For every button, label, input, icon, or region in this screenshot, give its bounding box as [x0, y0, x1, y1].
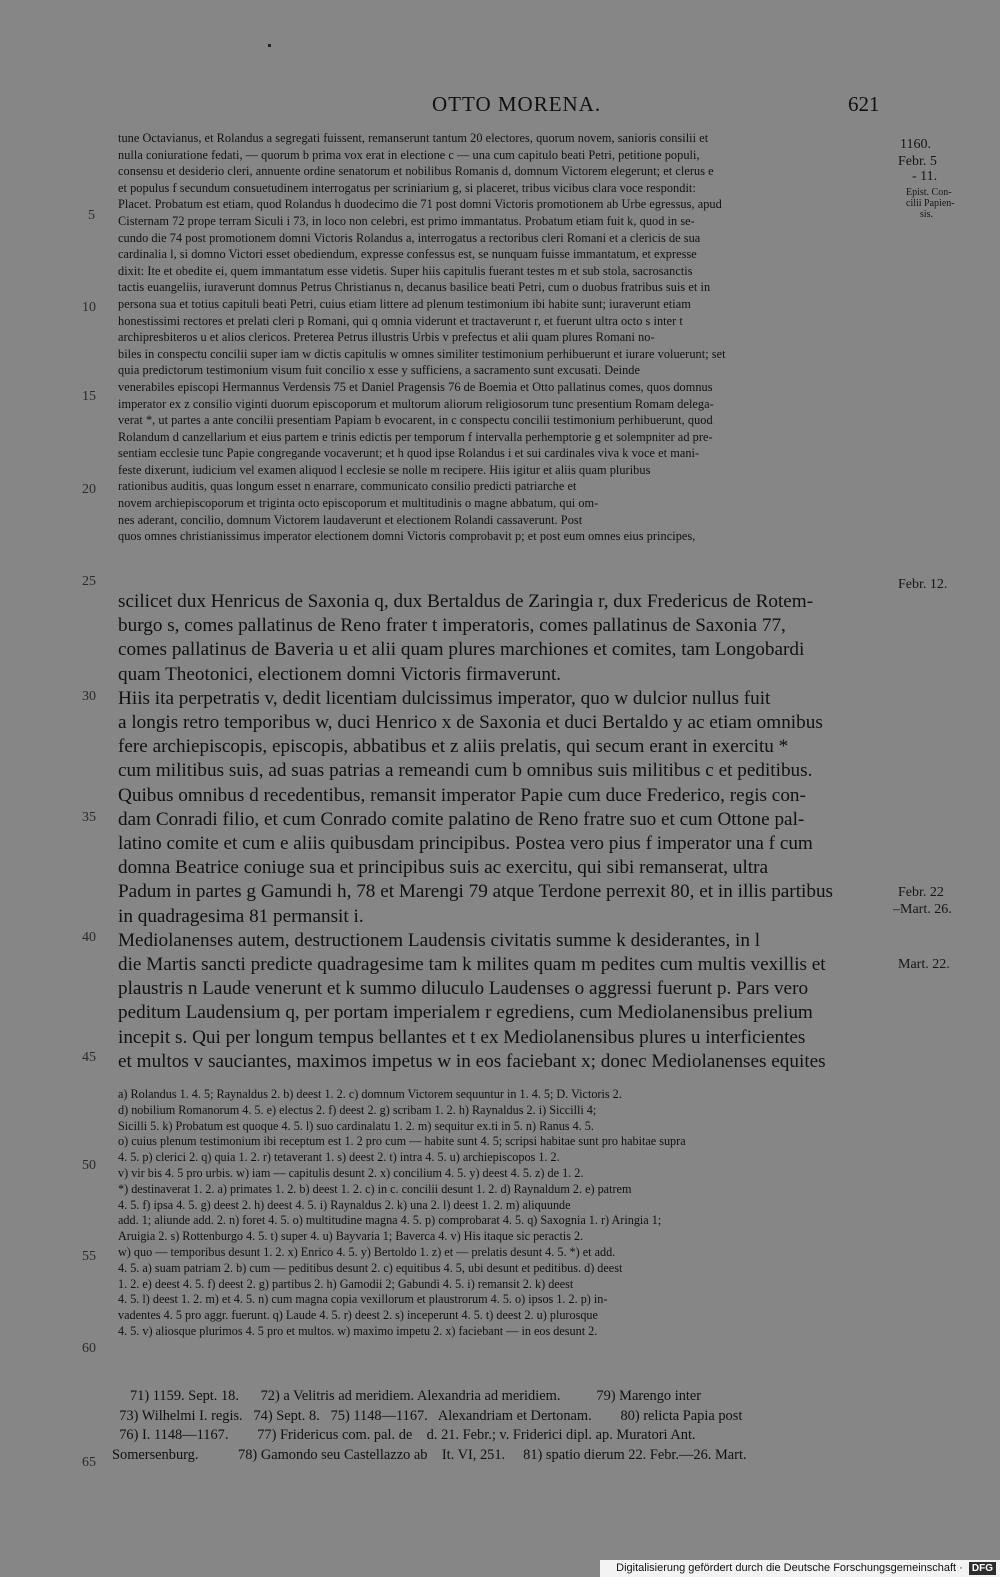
footnote-line: 4. 5. p) clerici 2. q) quia 1. 2. r) tetaverant 1. s) deest 2. t) intra 4. 5. u) archiepiscopos 1. 2. — [118, 1150, 560, 1165]
page-number: 621 — [848, 92, 880, 116]
text-line: die Martis sancti predicte quadragesime tam k milites quam m pedites cum multis vexillis et — [118, 954, 826, 976]
text-line: fere archiepiscopis, episcopis, abbatibus et z aliis prelatis, qui secum erant in exercitu * — [118, 736, 789, 758]
line-number: 50 — [82, 1158, 96, 1173]
footnote-line: d) nobilium Romanorum 4. 5. e) electus 2. f) deest 2. g) scribam 1. 2. h) Raynaldus 2. i) Siccilli 4; — [118, 1102, 597, 1117]
dfg-logo: DFG — [969, 1562, 996, 1575]
line-number: 30 — [82, 689, 96, 704]
text-line: plaustris n Laude venerunt et k summo diluculo Laudenses o aggressi fuerunt p. Pars vero — [118, 978, 809, 1000]
note-line: 73) Wilhelmi I. regis. 74) Sept. 8. 75) 1148—1167. Alexandriam et Dertonam. 80) relicta Papia post — [112, 1407, 743, 1424]
text-line: persona sua et totius capituli beati Petri, cuius etiam littere ad plenum testimonium ibi habite sunt; iuraverunt etiam — [118, 296, 691, 311]
text-line: incepit s. Qui per longum tempus bellantes et t ex Mediolanensibus plures u interficientes — [118, 1026, 806, 1048]
text-line: domna Beatrice coniuge sua et principibus suis ac exercitu, qui sibi remanserat, ultra — [118, 857, 769, 879]
line-number: 10 — [82, 300, 96, 315]
margin-date: Febr. 22 — [898, 885, 944, 900]
text-line: peditum Laudensium q, per portam imperialem r egrediens, cum Mediolanensibus prelium — [118, 1002, 813, 1024]
margin-epistle: cilii Papien- — [906, 198, 955, 209]
footnote-line: 1. 2. e) deest 4. 5. f) deest 2. g) partibus 2. h) Gamodii 2; Gabundi 4. 5. i) remansit 2. k) deest — [118, 1276, 574, 1291]
text-line: comes pallatinus de Baveria u et alii quam plures marchiones et comites, tam Longobardi — [118, 639, 805, 661]
note-line: 71) 1159. Sept. 18. 72) a Velitris ad meridiem. Alexandria ad meridiem. 79) Marengo inter — [112, 1388, 702, 1404]
margin-date: Mart. 22. — [898, 957, 950, 972]
footnote-line: v) vir bis 4. 5 pro urbis. w) iam — capitulis desunt 2. x) concilium 4. 5. y) deest 4. 5. z) de 1. 2. — [118, 1165, 584, 1180]
text-line: sentiam ecclesie tunc Papie congregande vocaverunt; et h quod ipse Rolandus i et sui cardinales viva k voce et mani- — [118, 446, 700, 461]
footnote-line: 4. 5. l) deest 1. 2. m) et 4. 5. n) cum magna copia vexillorum et plaustrorum 4. 5. o) ipsos 1. 2. p) in- — [118, 1292, 608, 1307]
text-line: consensu et desiderio cleri, annuente ordine senatorum et nobilibus Romanis d, domnum Victorem elegerunt; et clerus e — [118, 164, 714, 179]
text-line: cum militibus suis, ad suas patrias a remeandi cum b omnibus suis militibus c et peditibus. — [118, 760, 813, 782]
text-line: scilicet dux Henricus de Saxonia q, dux Bertaldus de Zaringia r, dux Fredericus de Rotem- — [118, 591, 814, 612]
note-line: Somersenburg. 78) Gamondo seu Castellazzo ab It. VI, 251. 81) spatio dierum 22. Febr.—26. Mart. — [112, 1446, 747, 1463]
text-line: Padum in partes g Gamundi h, 78 et Marengi 79 atque Terdone perrexit 80, et in illis partibus — [118, 881, 834, 903]
footnote-line: a) Rolandus 1. 4. 5; Raynaldus 2. b) deest 1. 2. c) domnum Victorem sequuntur in 1. 4. 5; D. Victoris 2. — [118, 1087, 622, 1101]
margin-date: - 11. — [912, 169, 938, 184]
text-line: feste dixerunt, iudicium vel examen aliquod l ecclesie se nolle m recipere. Hiis igitur et aliis quam pluribus — [118, 462, 651, 477]
text-line: nulla coniuratione fedati, — quorum b prima vox erat in electione c — una cum capitulo beati Petri, petitione populi, — [118, 147, 700, 162]
text-line: archipresbiteros u et alios clericos. Preterea Petrus illustris Urbis v prefectus et alii quam plures Romani no- — [118, 330, 655, 345]
note-line: 76) I. 1148—1167. 77) Fridericus com. pal. de d. 21. Febr.; v. Friderici dipl. ap. Muratori Ant. — [112, 1427, 696, 1443]
text-line: rationibus auditis, quas longum esset n enarrare, communicato consilio predicti patriarche et — [118, 479, 577, 494]
margin-date: Febr. 5 — [898, 154, 937, 169]
text-line: tactis euangeliis, iuraverunt domnus Petrus Christianus n, decanus basilice beati Petri, cum o duobus fratribus suis et in — [118, 280, 711, 295]
text-line: Rolandum d canzellarium et eius partem e trinis edictis per temporum f intervalla perhemptorie g et solempniter ad pre- — [118, 429, 713, 444]
footnote-line: o) cuius plenum testimonium ibi receptum est 1. 2 pro cum — habite sunt 4. 5; scripsi habitae sunt pro habitae supra — [118, 1134, 686, 1149]
text-line: quos omnes christianissimus imperator electionem domni Victoris comprobavit p; et post eum omnes eius principes, — [118, 529, 696, 544]
line-number: 65 — [82, 1455, 96, 1470]
line-number: 45 — [82, 1050, 96, 1065]
footnote-line: vadentes 4. 5 pro aggr. fuerunt. q) Laude 4. 5. r) deest 2. s) inceperunt 4. 5. t) deest 2. u) plurosque — [118, 1308, 598, 1323]
text-line: burgo s, comes pallatinus de Reno frater t imperatoris, comes pallatinus de Saxonia 77, — [118, 615, 786, 637]
footnote-line: add. 1; aliunde add. 2. n) foret 4. 5. o) multitudine magna 4. 5. p) comprobarat 4. 5. q) Saxognia 1. r) Aringia 1; — [118, 1213, 662, 1228]
line-number: 60 — [82, 1341, 96, 1356]
text-line: venerabiles episcopi Hermannus Verdensis 75 et Daniel Pragensis 76 de Boemia et Otto pallatinus comes, quos domnus — [118, 379, 713, 394]
line-number: 55 — [82, 1249, 96, 1264]
line-number: 35 — [82, 810, 96, 825]
credit-text: Digitalisierung gefördert durch die Deutsche Forschungsgemeinschaft — [616, 1562, 957, 1574]
footnote-line: 4. 5. a) suam patriam 2. b) cum — peditibus desunt 2. c) equitibus 4. 5, ubi desunt et peditibus. d) deest — [118, 1260, 623, 1275]
text-line: a longis retro temporibus w, duci Henrico x de Saxonia et duci Bertaldo y ac etiam omnibus — [118, 712, 823, 734]
footnote-line: w) quo — temporibus desunt 1. 2. x) Enrico 4. 5. y) Bertoldo 1. z) et — prelatis desunt 4. 5. *) et add. — [118, 1244, 616, 1259]
editorial-notes — [112, 1387, 747, 1465]
footnote-line: 4. 5. f) ipsa 4. 5. g) deest 2. h) deest 4. 5. i) Raynaldus 2. k) una 2. l) deest 1. 2. m) aliquunde — [118, 1197, 571, 1212]
running-title: OTTO MORENA. — [432, 92, 602, 116]
text-line: latino comite et cum e aliis quibusdam principibus. Postea vero pius f imperator una f cum — [118, 833, 813, 855]
margin-date: Febr. 12. — [898, 577, 948, 592]
line-number: 15 — [82, 389, 96, 404]
text-line: Placet. Probatum est etiam, quod Rolandus h duodecimo die 71 post domni Victoris promotionem ab Urbe egressus, apud — [118, 197, 722, 212]
variant-footnotes — [118, 1087, 892, 1340]
text-line: novem archiepiscoporum et triginta octo episcoporum et multitudinis o magne abbatum, qui om- — [118, 496, 599, 511]
text-line: dam Conradi filio, et cum Conrado comite palatino de Reno fratre suo et cum Ottone pal- — [118, 808, 805, 830]
text-line: Mediolanenses autem, destructionem Laudensis civitatis summe k desiderantes, in l — [118, 929, 761, 951]
text-line: verat *, ut partes a ante concilii presentiam Papiam b evocarent, in c conspectu concilii testimonium perhibuerunt, quod — [118, 413, 713, 428]
text-line: quia predictorum testimonium visum fuit concilio x esse y sufficiens, a sacramento sunt excusati. Deinde — [118, 363, 641, 378]
text-line: tune Octavianus, et Rolandus a segregati fuissent, remanserunt tantum 20 electores, quorum novem, sanioris consilii et — [118, 131, 709, 145]
text-line: Cisternam 72 prope terram Siculi i 73, in loco non celebri, est primo immantatus. Probatum etiam fuit k, quod in se- — [118, 213, 695, 228]
line-number: 40 — [82, 930, 96, 945]
margin-year: 1160. — [900, 137, 931, 152]
large-type-text — [118, 590, 892, 1074]
text-line: imperator ex z consilio viginti duorum episcoporum et multorum aliorum religiosorum tunc presentium Romam delega- — [118, 396, 714, 411]
digitization-credit: Digitalisierung gefördert durch die Deutsche Forschungsgemeinschaft · DFG — [600, 1560, 1000, 1577]
text-line: dixit: Ite et obedite ei, quem immantatum esse videtis. Super hiis capitulis fuerant testes m et sub stola, sacrosanctis — [118, 263, 693, 278]
footnote-line: Aruigia 2. s) Rottenburgo 4. 5. t) super 4. u) Bayvaria 1; Baverca 4. v) His itaque sic peractis 2. — [118, 1229, 584, 1244]
footnote-line: Sicilli 5. k) Probatum est quoque 4. 5. l) suo cardinalatu 1. 2. m) sequitur ex.ti in 5. n) Ranus 4. 5. — [118, 1118, 594, 1133]
text-line: et multos v sauciantes, maximos impetus w in eos faciebant x; donec Mediolanenses equites — [118, 1050, 826, 1072]
footnote-line: 4. 5. v) aliosque plurimos 4. 5 pro et multos. w) maximo impetu 2. x) faciebant — in eos desunt 2. — [118, 1323, 598, 1338]
text-line: in quadragesima 81 permansit i. — [118, 905, 364, 927]
margin-epistle: Epist. Con- — [906, 187, 952, 198]
text-line: nes aderant, concilio, domnum Victorem laudaverunt et electionem Rolandi cassaverunt. Post — [118, 512, 583, 527]
speck — [268, 44, 271, 47]
text-line: quam Theotonici, electionem domni Victoris firmaverunt. — [118, 663, 562, 685]
text-line: biles in conspectu concilii super iam w dictis capitulis w omnes similiter testimonium perhibuerunt et iurare voluerunt; set — [118, 346, 726, 361]
line-number: 20 — [82, 482, 96, 497]
line-number: 25 — [82, 574, 96, 589]
text-line: cardinalia l, si domno Victori esset obediendum, expresse confessus est, se nunquam fuisse immantatum, et expresse — [118, 247, 697, 262]
text-line: cundo die 74 post promotionem domni Victoris Rolandus a, interrogatus a rectoribus cleri Romani et a clericis de sua — [118, 230, 701, 245]
margin-epistle: sis. — [920, 209, 934, 220]
text-line: Hiis ita perpetratis v, dedit licentiam dulcissimus imperator, quo w dulcior nullus fuit — [118, 687, 771, 709]
text-line: et populus f secundum consuetudinem interrogatus per scriniarium g, si placeret, tribus vicibus clara voce respondit: — [118, 180, 696, 195]
margin-date: –Mart. 26. — [893, 902, 952, 917]
text-line: Quibus omnibus d recedentibus, remansit imperator Papie cum duce Frederico, regis con- — [118, 784, 806, 806]
line-number: 5 — [88, 208, 95, 223]
text-line: honestissimi rectores et prelati cleri p Romani, qui q omnia viderunt et tractaverunt r, et fuerunt ultra octo s inter t — [118, 313, 683, 328]
small-type-text — [118, 130, 892, 545]
footnote-line: *) destinaverat 1. 2. a) primates 1. 2. b) deest 1. 2. c) in c. concilii desunt 1. 2. d) Raynaldum 2. e) patrem — [118, 1181, 632, 1196]
